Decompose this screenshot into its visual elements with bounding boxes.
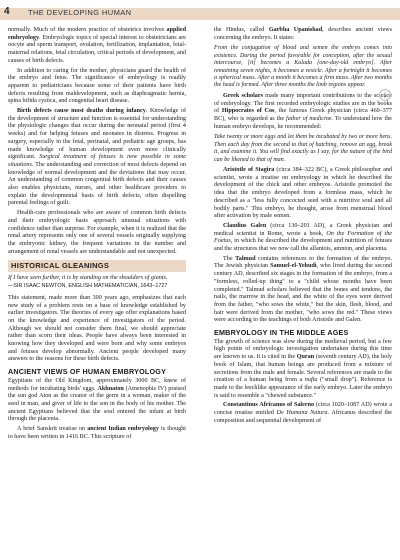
paragraph: Birth defects cause most deaths during infancy. Knowledge of the development of structure and function is essential for understanding the physiologic changes that occur during the neonatal period (first 4 weeks) and for helping fetuses and neonates in distress. Progress in surgery, especially in the fetal, perinatal, and pediatric age groups, has made knowledge of human development even more clinically significant. Surgical treatment of fetuses is now possible in some situations. The understanding and correction of most defects depend on knowledge of normal development and the deviations that may occur. An understanding of common congenital birth defects and their causes also enables physicians, nurses, and other healthcare providers to explain the developmental basis of birth defects, often dispelling parental feelings of guilt. — [8, 108, 186, 207]
epigraph-attribution: —SIR ISAAC NEWTON, ENGLISH MATHEMATICIAN, 1643–1727 — [8, 283, 168, 290]
paragraph: Greek scholars made many important contributions to the science of embryology. The first recorded embryologic studies are in the books of Hippocrates of Cos, the famous Greek physician (circa 460–377 BC), who is regarded as the father of medicine. To understand how the human embryo develops, he recommended: — [214, 92, 393, 130]
paragraph: This statement, made more than 300 years ago, emphasizes that each new study of a problem rests on a base of knowledge established by earlier investigators. The theories of every age offer explanations based on the knowledge and experience of investigators of the period. Although we should not consider them final, we should appreciate rather than scorn their ideas. People have always been interested in knowing how they developed and were born and why some embryos and fetuses develop abnormally. Ancient people developed many answers to the reasons for these birth defects. — [8, 294, 186, 363]
paragraph: The growth of science was slow during the medieval period, but a few high points of embryologic investigation undertaken during this time are known to us. It is cited in the Quran (seventh century AD), the holy book of Islam, that human beings are produced from a mixture of secretions from the male and female. Several references are made to the creation of a human being from a nufta ("small drop"). Reference is made to the leechlike appearance of the early embryo. Later the embryo is said to resemble a "chewed substance." — [214, 338, 392, 399]
epigraph: If I have seen further, it is by standing on the shoulders of giants. — [8, 275, 168, 282]
paragraph: The Talmud contains references to the formation of the embryo. The Jewish physician Samuel-el-Yehudi, who lived during the second century AD, described six stages in the formation of the embryo, from a "formless, rolled-up thing" to a "child whose months have been completed." Talmud scholars believed that the bones and tendons, the nails, the marrow in the head, and the white of the eyes were derived from the father, "who sows the white," but the skin, flesh, blood, and hair were derived from the mother, "who sows the red." These views were according to the teachings of both Aristotle and Galen. — [214, 255, 392, 324]
paragraph: Claudius Galen (circa 130–201 AD), a Greek physician and medical scientist in Rome, wrote a book, On the Formation of the Foetus, in which he described the development and nutrition of fetuses and the structures that we now call the allantois, amnion, and placenta. — [214, 222, 393, 253]
paragraph: Egyptians of the Old Kingdom, approximately 3000 BC, knew of methods for incubating birds' eggs. Akhnaton (Amenophis IV) praised the sun god Aton as the creator of the germ in a woman, maker of the seed in man, and giver of life to the son in the body of his mother. The ancient Egyptians believed that the soul entered the infant at birth through the placenta. — [8, 377, 186, 423]
quotation: Take twenty or more eggs and let them be incubated by two or more hens. Then each day from the second to that of hatching, remove an egg, break it, and examine it. You will find exactly as I say, for the nature of the bird can be likened to that of man. — [214, 134, 392, 163]
paragraph: Health-care professionals who are aware of common birth defects and their embryologic basis approach unusual situations with confidence rather than surprise. For example, when it is realized that the renal artery represents only one of several vessels originally supplying the embryonic kidney, the frequent variations in the number and arrangement of renal vessels are understandable and not unexpected. — [8, 210, 186, 255]
page-header — [0, 0, 400, 26]
right-column — [214, 27, 392, 427]
left-column — [8, 27, 186, 443]
paragraph: normally. Much of the modern practice of obstetrics involves applied embryology. Embryologic topics of special interest to obstetricians are oocyte and sperm transport, ovulation, fertilization, implantation, fetal-maternal relations, fetal circulation, critical periods of development, and causes of birth defects. — [8, 27, 186, 64]
quotation: From the conjugation of blood and semen the embryo comes into existence. During the period favorable for conception, after the sexual intercourse, [it] becomes a Kalada [one-day-old embryo]. After remaining seven nights, it becomes a vesicle. After a fortnight it becomes a spherical mass. After a month it becomes a firm mass. After two months the head is formed. After three months the limb regions appear. — [214, 45, 392, 89]
section-heading-middle-ages: EMBRYOLOGY IN THE MIDDLE AGES — [214, 328, 349, 338]
paragraph: In addition to caring for the mother, physicians guard the health of the embryo and fetus. The significance of embryology is readily apparent to pediatricians because some of their patients have birth defects resulting from maldevelopment, such as diaphragmatic hernia, spina bifida cystica, and congenital heart disease. — [8, 67, 186, 105]
paragraph: Constantinus Africanus of Salerno (circa 1020–1087 AD) wrote a concise treatise entitled De Humana Natura. Africanus described the composition and sequential development of — [214, 402, 393, 424]
page-number: 4 — [4, 6, 10, 17]
paragraph: Aristotle of Stagira (circa 384–322 BC), a Greek philosopher and scientist, wrote a treatise on embryology in which he described the development of the chick and other embryos. Aristotle promoted the idea that the embryo developed from a formless mass, which he described as a "less fully concocted seed with a nutritive soul and all bodily parts." This embryo, he thought, arose from menstrual blood after activation by male semen. — [214, 166, 392, 220]
section-heading-ancient-views: ANCIENT VIEWS OF HUMAN EMBRYOLOGY — [8, 367, 167, 377]
circle-plus-icon — [378, 88, 392, 102]
paragraph: A brief Sanskrit treatise on ancient Indian embryology is thought to have been written in 1416 BC. This scripture of — [8, 426, 186, 440]
paragraph: the Hindus, called Garbha Upanishad, describes ancient views concerning the embryo. It states: — [214, 27, 392, 41]
historical-gleanings-heading: HISTORICAL GLEANINGS — [8, 260, 186, 272]
running-title: THE DEVELOPING HUMAN — [28, 8, 132, 17]
